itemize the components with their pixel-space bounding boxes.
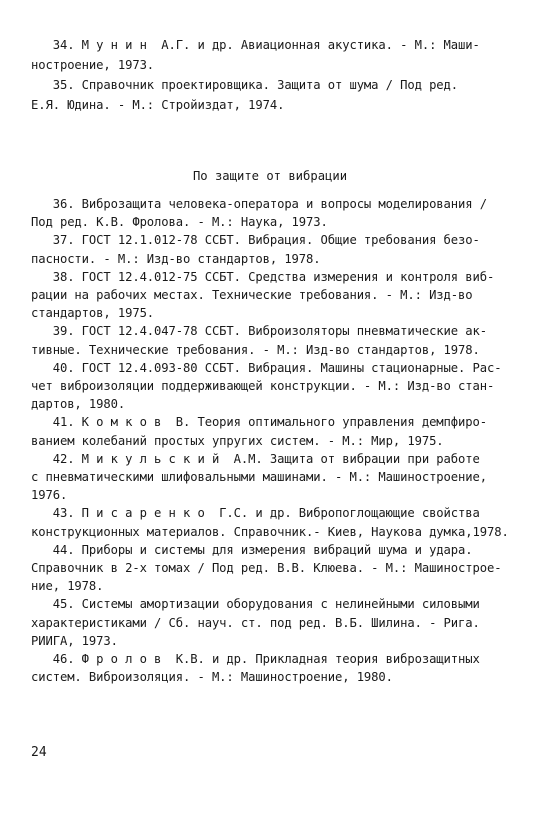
text-line: 35. Справочник проектировщика. Защита от шума / Под ред. bbox=[31, 78, 459, 92]
text-line: 38. ГОСТ 12.4.012-75 ССБТ. Средства измерения и контроля виб- bbox=[31, 269, 495, 284]
text-line: тивные. Технические требования. - М.: Изд-во стандартов, 1978. bbox=[31, 342, 480, 357]
text-line: характеристиками / Сб. науч. ст. под ред. В.Б. Шилина. - Рига. bbox=[31, 615, 480, 630]
text-line: 43. П и с а р е н к о Г.С. и др. Вибропоглощающие свойства bbox=[31, 506, 480, 521]
text-line: 1976. bbox=[31, 488, 68, 503]
text-line: ванием колебаний простых упругих систем. - М.: Мир, 1975. bbox=[31, 433, 444, 448]
text-line: РИИГА, 1973. bbox=[31, 633, 118, 648]
text-line: с пневматическими шлифовальными машинами. - М.: Машиностроение, bbox=[31, 470, 487, 484]
text-line: ние, 1978. bbox=[31, 579, 104, 594]
text-line: рации на рабочих местах. Технические требования. - М.: Изд-во bbox=[31, 288, 473, 302]
text-line: систем. Виброизоляция. - М.: Машиностроение, 1980. bbox=[31, 670, 393, 685]
text-line: 46. Ф р о л о в К.В. и др. Прикладная теория виброзащитных bbox=[31, 652, 480, 666]
text-line: 40. ГОСТ 12.4.093-80 ССБТ. Вибрация. Машины стационарные. Рас- bbox=[31, 360, 502, 375]
text-line: 41. К о м к о в В. Теория оптимального управления демпфиро- bbox=[31, 415, 487, 430]
text-line: 45. Системы амортизации оборудования с нелинейными силовыми bbox=[31, 597, 480, 612]
text-line: 36. Виброзащита человека-оператора и вопросы моделирования / bbox=[31, 197, 487, 211]
section-heading: По защите от вибрации bbox=[192, 169, 348, 183]
text-line: 42. М и к у л ь с к и й А.М. Защита от вибрации при работе bbox=[31, 451, 480, 466]
text-line: 34. М у н и н А.Г. и др. Авиационная акустика. - М.: Маши- bbox=[31, 38, 480, 52]
text-line: чет виброизоляции поддерживающей конструкции. - М.: Изд-во стан- bbox=[31, 379, 495, 393]
text-line: Под ред. К.В. Фролова. - М.: Наука, 1973. bbox=[31, 215, 328, 230]
text-line: Справочник в 2-х томах / Под ред. В.В. Клюева. - М.: Машинострое- bbox=[31, 561, 502, 575]
text-line: ностроение, 1973. bbox=[31, 58, 155, 72]
page-number: 24 bbox=[31, 745, 47, 760]
text-line: стандартов, 1975. bbox=[31, 306, 155, 321]
text-line: 37. ГОСТ 12.1.012-78 ССБТ. Вибрация. Общие требования безо- bbox=[31, 233, 480, 248]
text-line: конструкционных материалов. Справочник.- Киев, Наукова думка,1978. bbox=[31, 524, 509, 539]
text-line: 44. Приборы и системы для измерения вибраций шума и удара. bbox=[31, 542, 473, 557]
text-line: пасности. - М.: Изд-во стандартов, 1978. bbox=[31, 251, 321, 266]
text-line: 39. ГОСТ 12.4.047-78 ССБТ. Виброизоляторы пневматические ак- bbox=[31, 324, 487, 339]
text-line: дартов, 1980. bbox=[31, 397, 126, 412]
text-line: Е.Я. Юдина. - М.: Стройиздат, 1974. bbox=[31, 98, 285, 112]
